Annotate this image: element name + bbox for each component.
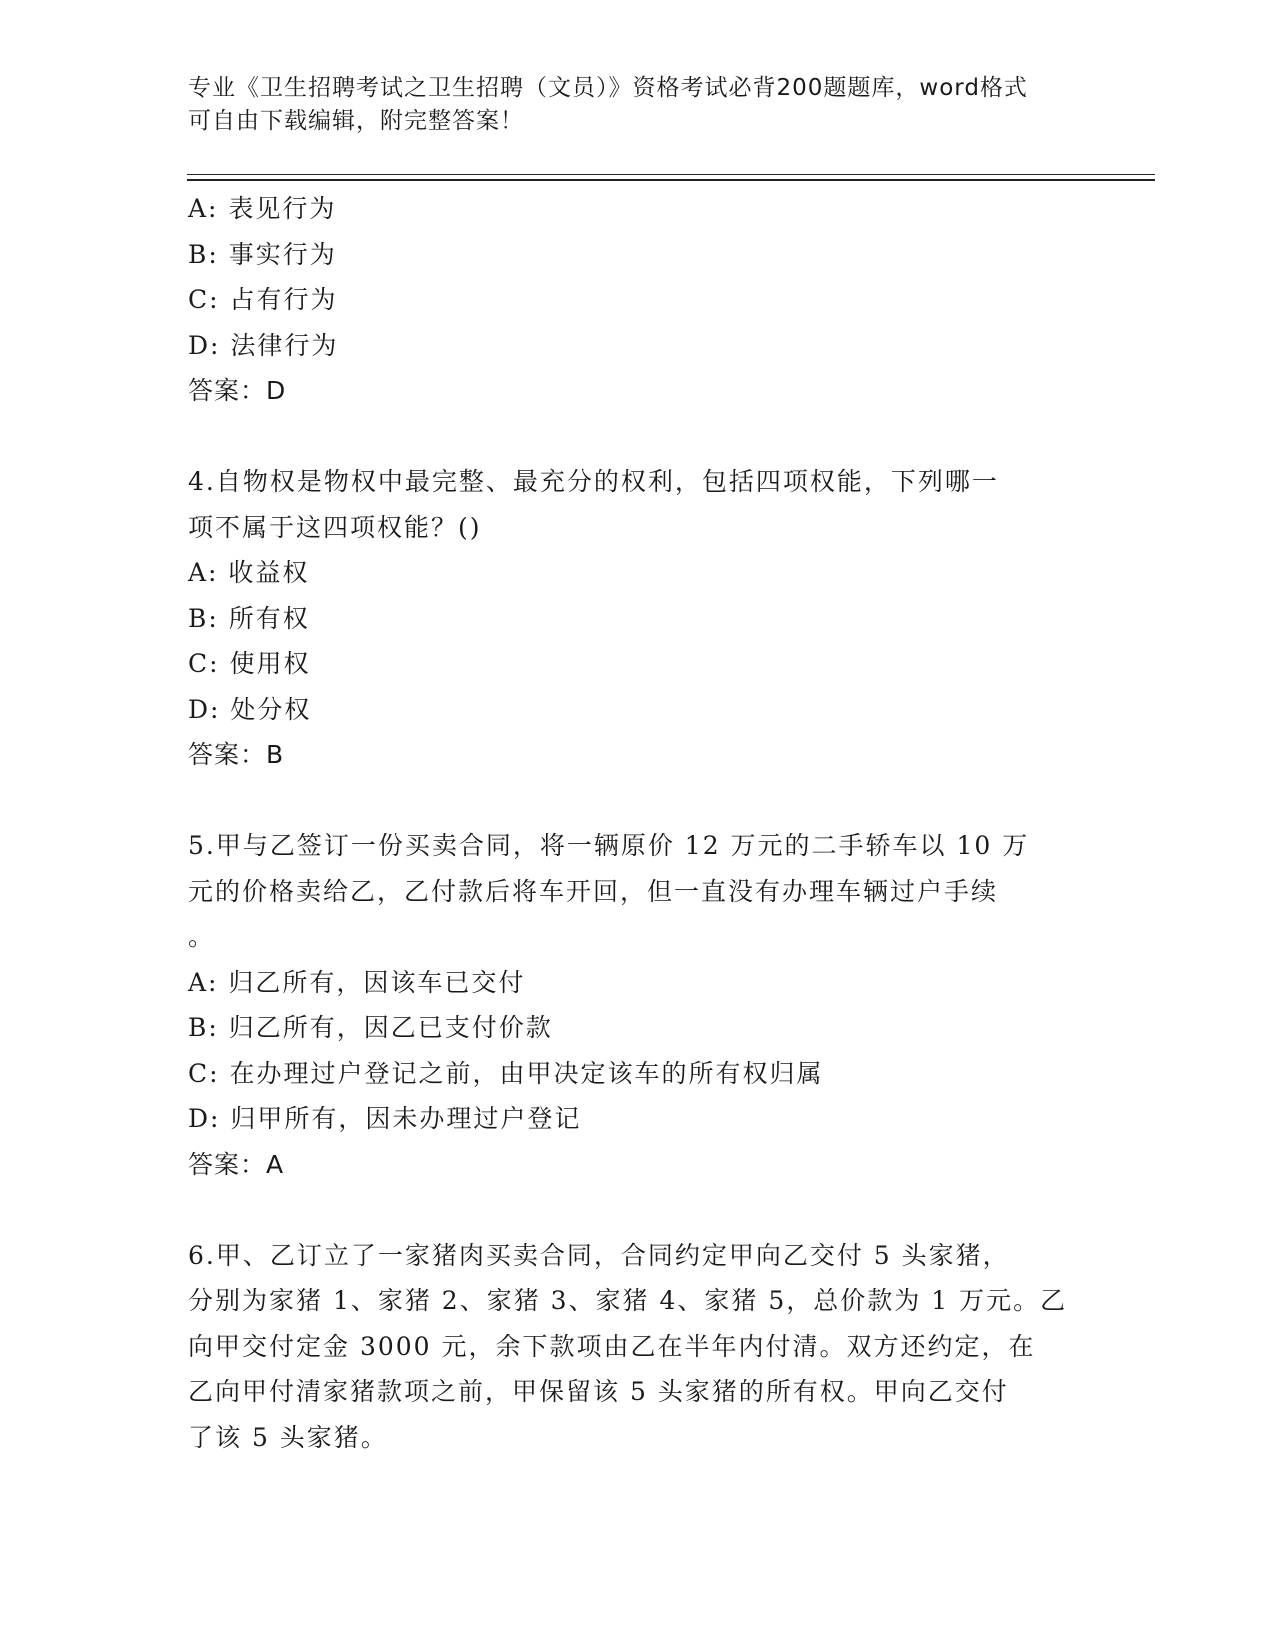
option-c: C: 占有行为 [188, 285, 338, 314]
question-list [188, 186, 1088, 1460]
option-a: A: 归乙所有，因该车已交付 [188, 967, 526, 997]
spacer [188, 778, 1088, 824]
question-3 [188, 186, 1088, 414]
question-stem-line: 乙向甲付清家猪款项之前，甲保留该 5 头家猪的所有权。甲向乙交付 [188, 1377, 1009, 1406]
option-c: C: 使用权 [188, 649, 311, 678]
header-rule-thick [187, 179, 1155, 181]
option-b: B: 事实行为 [188, 239, 337, 269]
header-title-line-1: 专业《卫生招聘考试之卫生招聘（文员）》资格考试必背200题题库，word格式 [188, 75, 1028, 101]
question-stem-line: 向甲交付定金 3000 元，余下款项由乙在半年内付清。双方还约定，在 [188, 1331, 1036, 1361]
header-rule-thin [187, 174, 1155, 175]
question-5 [188, 823, 1088, 1187]
option-b: B: 所有权 [188, 603, 310, 633]
option-d: D: 处分权 [188, 694, 312, 724]
header-title-line-2: 可自由下载编辑，附完整答案！ [188, 108, 524, 134]
option-a: A: 收益权 [188, 558, 310, 587]
question-4 [188, 459, 1088, 778]
question-stem-line: 4.自物权是物权中最完整、最充分的权利，包括四项权能，下列哪一 [188, 467, 999, 496]
question-stem-line: 5.甲与乙签订一份买卖合同，将一辆原价 12 万元的二手轿车以 10 万 [188, 831, 1030, 860]
question-stem-line: 元的价格卖给乙，乙付款后将车开回，但一直没有办理车辆过户手续 [188, 876, 999, 906]
option-d: D: 法律行为 [188, 330, 339, 360]
answer: 答案：B [188, 740, 285, 769]
answer: 答案：A [188, 1149, 285, 1179]
option-d: D: 归甲所有，因未办理过户登记 [188, 1104, 582, 1133]
option-b: B: 归乙所有，因乙已支付价款 [188, 1013, 553, 1042]
question-6 [188, 1233, 1088, 1461]
question-stem-line: 项不属于这四项权能？() [188, 512, 482, 542]
document-header [188, 72, 1068, 138]
option-c: C: 在办理过户登记之前，由甲决定该车的所有权归属 [188, 1058, 824, 1088]
option-a: A: 表见行为 [188, 194, 337, 223]
question-stem-line: 分别为家猪 1、家猪 2、家猪 3、家猪 4、家猪 5，总价款为 1 万元。乙 [188, 1286, 1068, 1315]
question-stem-line: 了该 5 头家猪。 [188, 1422, 388, 1452]
spacer [188, 1187, 1088, 1233]
answer: 答案：D [188, 376, 287, 405]
question-stem-line: 。 [188, 922, 216, 951]
question-stem-line: 6.甲、乙订立了一家猪肉买卖合同，合同约定甲向乙交付 5 头家猪， [188, 1240, 1010, 1270]
spacer [188, 414, 1088, 460]
